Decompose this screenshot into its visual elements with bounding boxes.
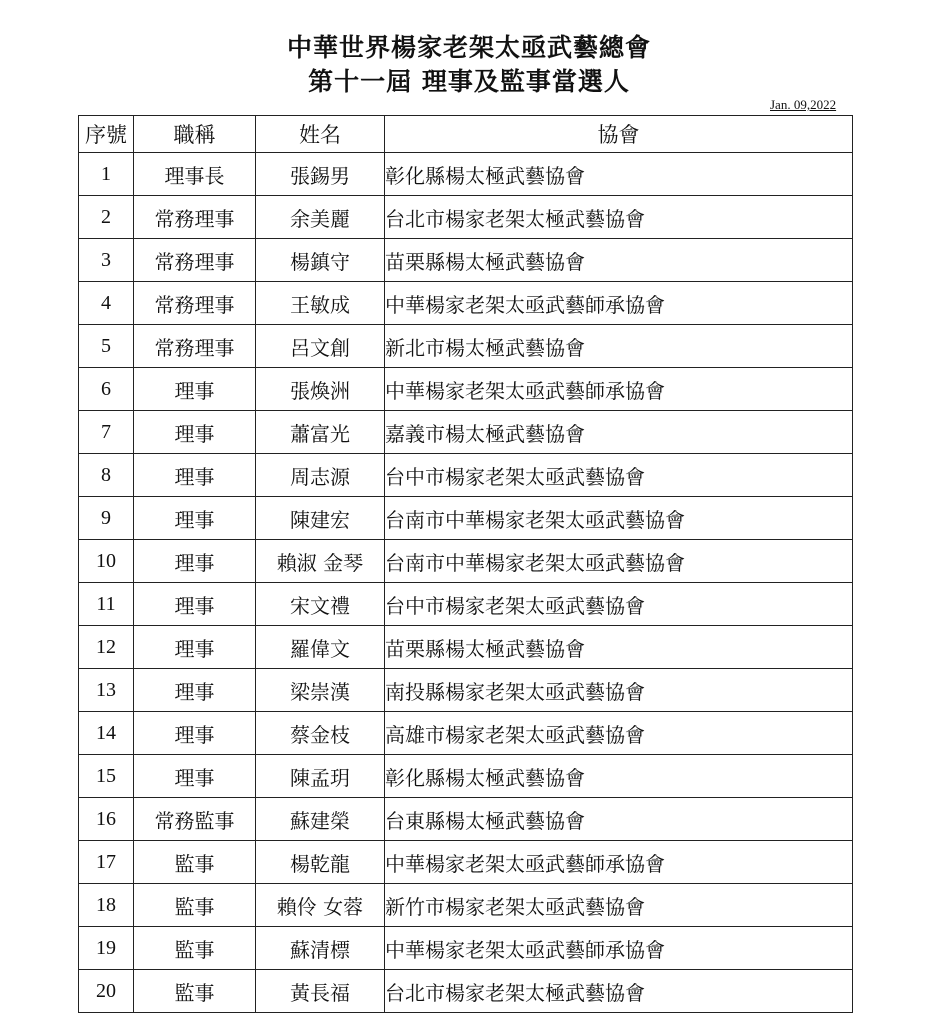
- row-name: 黃長福: [256, 970, 385, 1013]
- row-title: 理事長: [134, 153, 256, 196]
- row-name: 周志源: [256, 454, 385, 497]
- table-row: [79, 497, 853, 540]
- table-row: [79, 970, 853, 1013]
- column-header-association: 協會: [385, 116, 853, 153]
- row-title: 常務理事: [134, 239, 256, 282]
- table-row: [79, 454, 853, 497]
- row-association: 台南市中華楊家老架太亟武藝協會: [385, 497, 853, 540]
- document-date: Jan. 09,2022: [770, 97, 837, 112]
- table-row: [79, 626, 853, 669]
- row-number: 6: [79, 368, 134, 411]
- row-number: 13: [79, 669, 134, 712]
- column-header-number: 序號: [79, 116, 134, 153]
- table-row: [79, 798, 853, 841]
- column-header-name: 姓名: [256, 116, 385, 153]
- roster-table: [78, 115, 853, 1013]
- row-association: 中華楊家老架太亟武藝師承協會: [385, 282, 853, 325]
- row-title: 理事: [134, 583, 256, 626]
- row-name: 蕭富光: [256, 411, 385, 454]
- table-row: [79, 153, 853, 196]
- row-title: 常務理事: [134, 282, 256, 325]
- table-row: [79, 411, 853, 454]
- row-name: 蔡金枝: [256, 712, 385, 755]
- row-name: 陳孟玥: [256, 755, 385, 798]
- row-association: 嘉義市楊太極武藝協會: [385, 411, 853, 454]
- table-row: [79, 282, 853, 325]
- row-title: 理事: [134, 368, 256, 411]
- row-number: 7: [79, 411, 134, 454]
- row-title: 監事: [134, 970, 256, 1013]
- row-title: 常務理事: [134, 196, 256, 239]
- row-name: 羅偉文: [256, 626, 385, 669]
- row-association: 中華楊家老架太亟武藝師承協會: [385, 368, 853, 411]
- row-title: 理事: [134, 540, 256, 583]
- row-title: 理事: [134, 411, 256, 454]
- row-association: 彰化縣楊太極武藝協會: [385, 755, 853, 798]
- row-title: 監事: [134, 841, 256, 884]
- table-row: [79, 239, 853, 282]
- row-number: 8: [79, 454, 134, 497]
- row-title: 理事: [134, 755, 256, 798]
- row-number: 12: [79, 626, 134, 669]
- table-row: [79, 927, 853, 970]
- row-number: 11: [79, 583, 134, 626]
- row-number: 14: [79, 712, 134, 755]
- row-number: 2: [79, 196, 134, 239]
- row-number: 3: [79, 239, 134, 282]
- row-title: 監事: [134, 927, 256, 970]
- table-row: [79, 755, 853, 798]
- row-number: 10: [79, 540, 134, 583]
- row-association: 台北市楊家老架太極武藝協會: [385, 970, 853, 1013]
- table-row: [79, 368, 853, 411]
- row-name: 梁崇漢: [256, 669, 385, 712]
- row-association: 新北市楊太極武藝協會: [385, 325, 853, 368]
- row-number: 5: [79, 325, 134, 368]
- row-title: 理事: [134, 454, 256, 497]
- row-association: 中華楊家老架太亟武藝師承協會: [385, 927, 853, 970]
- row-title: 理事: [134, 497, 256, 540]
- row-name: 陳建宏: [256, 497, 385, 540]
- row-name: 蘇清標: [256, 927, 385, 970]
- table-row: [79, 325, 853, 368]
- row-title: 理事: [134, 626, 256, 669]
- row-number: 16: [79, 798, 134, 841]
- row-title: 理事: [134, 669, 256, 712]
- row-association: 新竹市楊家老架太亟武藝協會: [385, 884, 853, 927]
- table-row: [79, 712, 853, 755]
- row-association: 苗栗縣楊太極武藝協會: [385, 239, 853, 282]
- row-number: 19: [79, 927, 134, 970]
- row-name: 楊鎮守: [256, 239, 385, 282]
- document-title: 中華世界楊家老架太亟武藝總會: [286, 33, 651, 62]
- row-name: 呂文創: [256, 325, 385, 368]
- row-association: 南投縣楊家老架太亟武藝協會: [385, 669, 853, 712]
- row-name: 宋文禮: [256, 583, 385, 626]
- row-number: 1: [79, 153, 134, 196]
- row-association: 台中市楊家老架太亟武藝協會: [385, 583, 853, 626]
- row-title: 監事: [134, 884, 256, 927]
- table-row: [79, 884, 853, 927]
- row-number: 9: [79, 497, 134, 540]
- row-name: 張錫男: [256, 153, 385, 196]
- row-title: 理事: [134, 712, 256, 755]
- row-name: 余美麗: [256, 196, 385, 239]
- table-row: [79, 841, 853, 884]
- row-association: 彰化縣楊太極武藝協會: [385, 153, 853, 196]
- row-association: 中華楊家老架太亟武藝師承協會: [385, 841, 853, 884]
- table-row: [79, 669, 853, 712]
- row-association: 台東縣楊太極武藝協會: [385, 798, 853, 841]
- row-association: 高雄市楊家老架太亟武藝協會: [385, 712, 853, 755]
- row-name: 王敏成: [256, 282, 385, 325]
- table-row: [79, 196, 853, 239]
- row-number: 18: [79, 884, 134, 927]
- row-name: 楊乾龍: [256, 841, 385, 884]
- row-name: 賴淑 金琴: [256, 540, 385, 583]
- row-title: 常務理事: [134, 325, 256, 368]
- row-association: 台中市楊家老架太亟武藝協會: [385, 454, 853, 497]
- table-header-row: [79, 116, 853, 153]
- row-name: 賴伶 女蓉: [256, 884, 385, 927]
- row-number: 17: [79, 841, 134, 884]
- column-header-title: 職稱: [134, 116, 256, 153]
- document-subtitle: 第十一屆 理事及監事當選人: [308, 67, 630, 96]
- row-association: 台北市楊家老架太極武藝協會: [385, 196, 853, 239]
- row-name: 張煥洲: [256, 368, 385, 411]
- row-title: 常務監事: [134, 798, 256, 841]
- row-number: 15: [79, 755, 134, 798]
- row-association: 苗栗縣楊太極武藝協會: [385, 626, 853, 669]
- table-row: [79, 583, 853, 626]
- roster-body: [79, 153, 853, 1013]
- row-association: 台南市中華楊家老架太亟武藝協會: [385, 540, 853, 583]
- row-name: 蘇建榮: [256, 798, 385, 841]
- row-number: 20: [79, 970, 134, 1013]
- row-number: 4: [79, 282, 134, 325]
- table-row: [79, 540, 853, 583]
